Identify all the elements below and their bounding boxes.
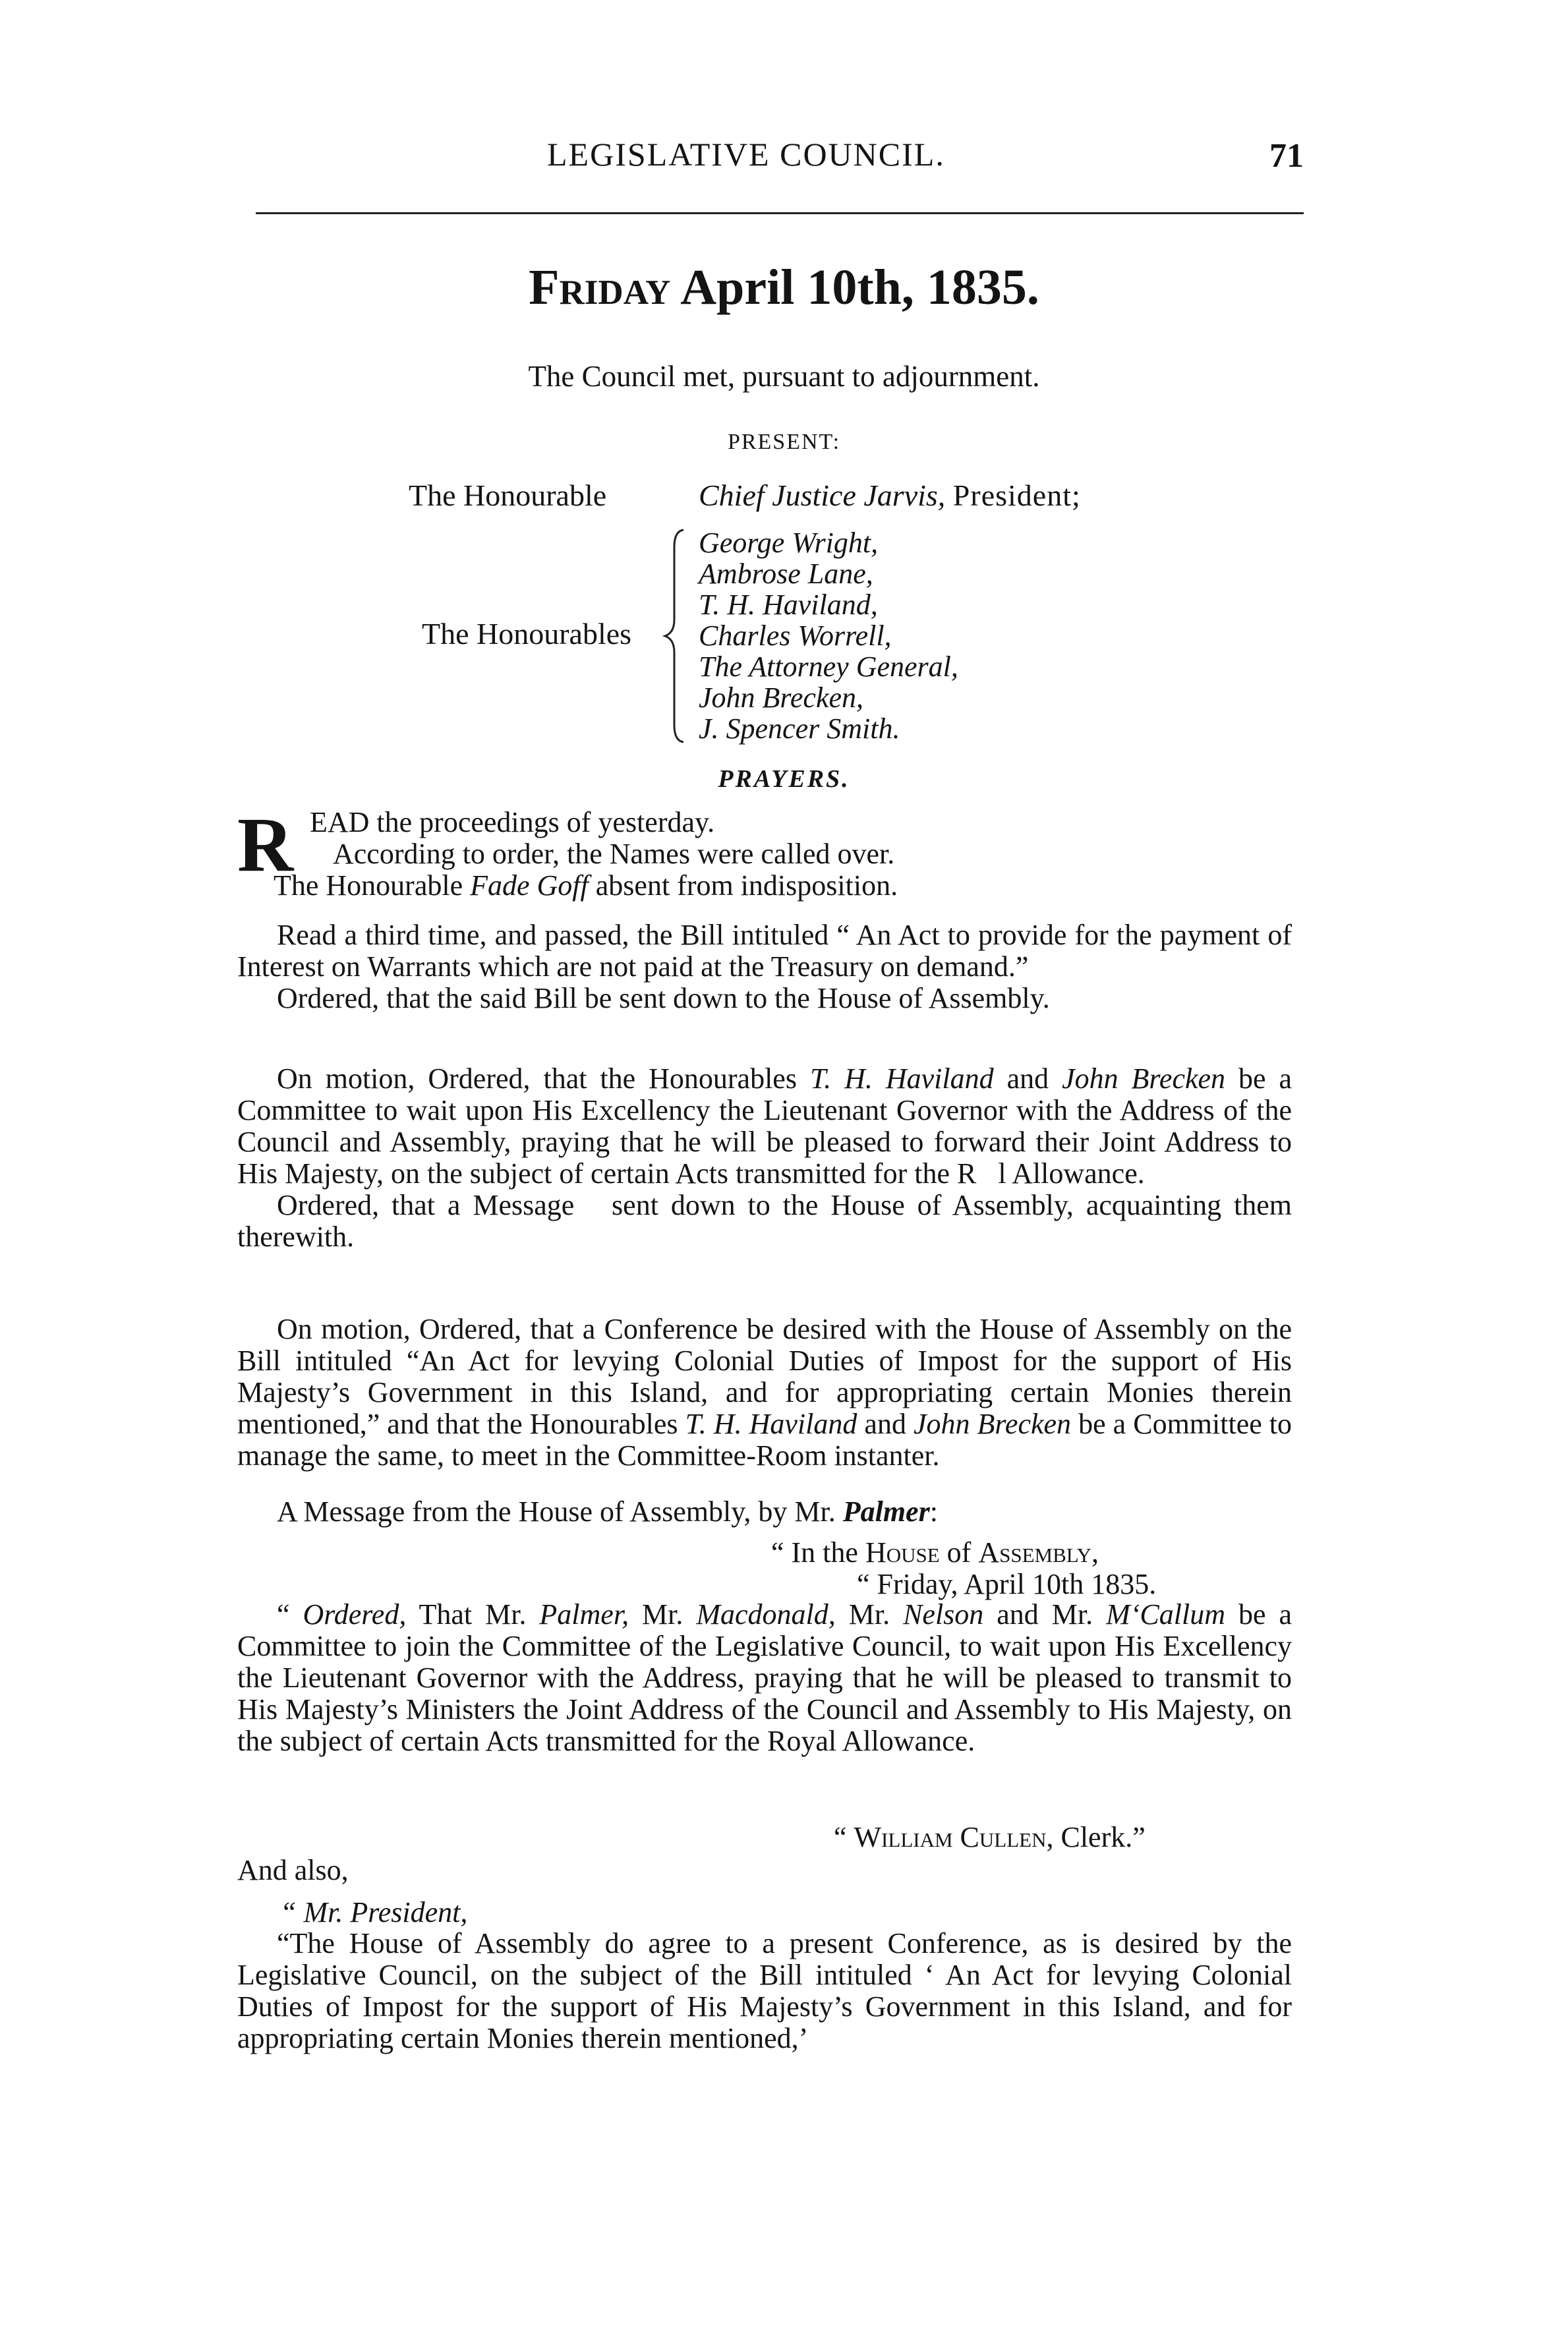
- met-line: The Council met, pursuant to adjournment.: [528, 360, 1040, 393]
- text-run: Mr.: [629, 1598, 697, 1631]
- date-heading: [0, 259, 1568, 316]
- member-name: M‘Callum: [1106, 1598, 1225, 1631]
- text-run: Mr.: [835, 1598, 904, 1631]
- president-role: President;: [952, 478, 1081, 512]
- text-run: be a Committee to manage the same, to meet in the Committee-Room instanter.: [237, 1408, 1292, 1472]
- curly-brace-icon: [662, 527, 689, 745]
- paragraph-bill-interest: [237, 919, 1292, 1014]
- text-run: be a Committee to join the Committee of the Legislative Council, to wait upon His Excellency the Lieutenant Governor with the Address, praying that he will be pleased to transmit to His Majesty’s Ministers the Joint Address of the Council and Assembly to His Majesty, on the subject of certain Acts transmitted for the Royal Allowance.: [237, 1598, 1292, 1757]
- attendance-group-label: The Honourables: [422, 617, 632, 651]
- member-name: T. H. Haviland: [685, 1408, 857, 1440]
- page-number: 71: [1269, 137, 1304, 175]
- text-run: Clerk.”: [1053, 1821, 1146, 1853]
- opening-line-3-pre: The Honourable: [274, 869, 471, 902]
- prayers-label: PRAYERS.: [718, 765, 850, 793]
- member-name: T. H. Haviland: [809, 1062, 994, 1095]
- text-run: Assembly,: [978, 1536, 1099, 1569]
- header-rule: [256, 212, 1304, 214]
- honourable-member: The Attorney General,: [699, 651, 958, 683]
- member-name: Nelson: [903, 1598, 984, 1631]
- present-label: PRESENT:: [727, 430, 841, 454]
- absent-member-name: Fade Goff: [470, 869, 589, 902]
- opening-line-3: [274, 869, 898, 902]
- text-run: be a Committee to wait upon His Excellency the Lieutenant Governor with the Address of the Council and Assembly, praying that he will be pleased to forward their Joint Address to His Majesty, on the subject of certain Acts transmitted for the R l Allowance.: [237, 1062, 1292, 1190]
- paragraph-text: Read a third time, and passed, the Bill intituled “ An Act to provide for the payment of Interest on Warrants which are not paid at the Treasury on demand.”: [237, 919, 1292, 983]
- text-run: That Mr.: [406, 1598, 540, 1631]
- paragraph-conference: [237, 1314, 1292, 1472]
- paragraph-assembly-order: [237, 1599, 1292, 1757]
- text-run: On motion, Ordered, that the Honourables: [277, 1062, 810, 1095]
- honourable-member: Ambrose Lane,: [699, 558, 873, 590]
- and-also-line: And also,: [237, 1854, 349, 1886]
- text-run: “ In the: [771, 1536, 865, 1569]
- text-run: of: [939, 1536, 979, 1569]
- running-header: [237, 135, 1304, 188]
- opening-line-1: EAD the proceedings of yesterday.: [310, 806, 715, 838]
- member-name: Palmer,: [539, 1598, 629, 1631]
- member-name: Palmer: [842, 1495, 930, 1528]
- text-run: On motion, Ordered, that a Conference be desired with the House of Assembly on the Bill intituled “An Act for levying Colonial Duties of Impost for the support of His Majesty’s Government in this Island, and for appropriating certain Monies therein mentioned,” and that the Honourables: [237, 1313, 1292, 1440]
- clerk-name: William Cullen,: [854, 1821, 1054, 1853]
- attendance-president-row: [409, 478, 1081, 513]
- date-heading-day: Friday: [529, 260, 671, 315]
- paragraph-text: [237, 1496, 1292, 1528]
- header-title: LEGISLATIVE COUNCIL.: [547, 136, 945, 173]
- paragraph-text: “The House of Assembly do agree to a present Conference, as is desired by the Legislative Council, on the subject of the Bill intituled ‘ An Act for levying Colonial Duties of Impost for the support of His Majesty’s Government in this Island, and for appropriating certain Monies therein mentioned,’: [237, 1927, 1292, 2054]
- text-run: and: [857, 1408, 914, 1440]
- quote-heading-date: “ Friday, April 10th 1835.: [857, 1568, 1157, 1600]
- quote-heading-house: [771, 1536, 1099, 1569]
- honourable-member: T. H. Haviland,: [699, 589, 878, 621]
- honourable-member: Charles Worrell,: [699, 620, 892, 652]
- paragraph-text: [237, 1063, 1292, 1190]
- text-run: A Message from the House of Assembly, by Mr.: [277, 1495, 843, 1528]
- honourable-member: George Wright,: [699, 527, 879, 559]
- ordered-word: Ordered,: [303, 1598, 407, 1631]
- drop-cap: R: [237, 801, 294, 888]
- text-run: :: [929, 1495, 938, 1528]
- paragraph-ordered: Ordered, that a Message sent down to the House of Assembly, acquainting them therewith.: [237, 1189, 1292, 1253]
- member-name: John Brecken: [1062, 1062, 1226, 1095]
- text-run: and: [993, 1062, 1062, 1095]
- opening-line-2: According to order, the Names were called over.: [333, 838, 895, 870]
- member-name: Macdonald,: [696, 1598, 836, 1631]
- paragraph-text: [237, 1314, 1292, 1472]
- honourable-member: John Brecken,: [699, 681, 864, 714]
- honourables-list: [699, 527, 958, 744]
- honourable-member: J. Spencer Smith.: [699, 712, 900, 745]
- paragraph-committee-address: [237, 1063, 1292, 1253]
- text-run: “: [277, 1598, 303, 1631]
- text-run: “: [834, 1821, 854, 1853]
- president-name: Chief Justice Jarvis,: [699, 478, 946, 512]
- paragraph-message-intro: [237, 1496, 1292, 1528]
- paragraph-conference-agree: [237, 1928, 1292, 2054]
- clerk-signoff: [834, 1820, 1146, 1854]
- paragraph-ordered: Ordered, that the said Bill be sent down to the House of Assembly.: [277, 982, 1050, 1014]
- paragraph-text: [237, 1599, 1292, 1757]
- opening-line-3-post: absent from indisposition.: [588, 869, 898, 902]
- date-heading-date: April 10th, 1835.: [680, 260, 1039, 315]
- text-run: and Mr.: [983, 1598, 1107, 1631]
- attendance-row1-label: The Honourable: [409, 478, 607, 512]
- text-run: House: [865, 1536, 940, 1569]
- member-name: John Brecken: [913, 1408, 1072, 1440]
- president-salutation: “ Mr. President,: [280, 1896, 468, 1928]
